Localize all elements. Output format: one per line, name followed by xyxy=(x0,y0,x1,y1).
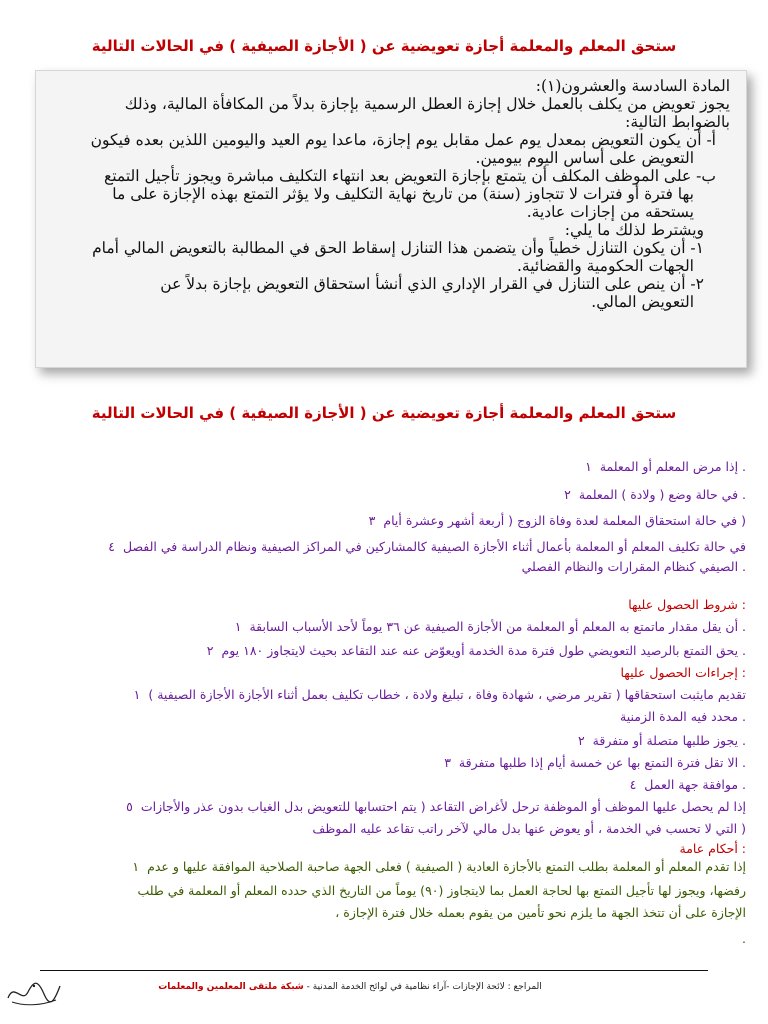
footer-refs: المراجع : لائحة الإجازات -آراء نظامية في لوائح الخدمة المدنية xyxy=(312,982,542,992)
page-title-second: ستحق المعلم والمعلمة أجازة تعويضية عن ( الأجازة الصيفية ) في الحالات التالية xyxy=(91,404,677,422)
footer-references xyxy=(0,982,700,992)
conditions-heading: : شروط الحصول عليها xyxy=(628,597,746,612)
case-item: ( في حالة استحقاق المعلمة لعدة وفاة الزوج ( أربعة أشهر وعشرة أيام ٣ xyxy=(368,513,746,528)
procedure-item: . الا تقل فترة التمتع بها عن خمسة أيام إذا طلبها متفرقة ٣ xyxy=(444,755,746,770)
signature-logo xyxy=(4,972,64,1012)
general-heading: : أحكام عامة xyxy=(679,841,746,856)
case-item: . إذا مرض المعلم أو المعلمة ١ xyxy=(585,459,746,474)
article-line: ويشترط لذلك ما يلي: xyxy=(564,221,704,239)
article-line: ١- أن يكون التنازل خطياً وأن يتضمن هذا التنازل إسقاط الحق في المطالبة بالتعويض المالي أمام xyxy=(92,239,704,257)
procedures-heading: : إجراءات الحصول عليها xyxy=(620,665,746,680)
article-line: التعويض على أساس اليوم بيومين. xyxy=(475,149,694,167)
article-line: بها فترة أو فترات لا تتجاوز (سنة) من تاريخ نهاية التكليف ولا يؤثر التمتع بهذه الإجازة على ما xyxy=(112,185,694,203)
general-line: . xyxy=(742,931,746,946)
footer-divider xyxy=(40,970,708,971)
page-title-top: ستحق المعلم والمعلمة أجازة تعويضية عن ( الأجازة الصيفية ) في الحالات التالية xyxy=(91,37,677,55)
general-line: الإجازة على أن تتخذ الجهة ما يلزم نحو تأمين من يقوم بعمله خلال فترة الإجازة ، xyxy=(335,905,746,920)
case-item-continued: . الصيفي كنظام المقرارات والنظام الفصلي xyxy=(521,559,746,574)
general-line: إذا تقدم المعلم أو المعلمة بطلب التمتع بالأجازة العادية ( الصيفية ) فعلى الجهة صاحبة الصلاحية الموافقة عليها و عدم ١ xyxy=(132,859,746,874)
footer-network: شبكة ملتقى المعلمين والمعلمات xyxy=(158,982,304,992)
article-line: ٢- أن ينص على التنازل في القرار الإداري الذي أنشأ استحقاق التعويض بإجازة بدلاً عن xyxy=(160,275,704,293)
article-line: الجهات الحكومية والقضائية. xyxy=(517,257,694,275)
article-line: يستحقه من إجازات عادية. xyxy=(526,203,694,221)
condition-item: . أن يقل مقدار ماتمتع به المعلم أو المعلمة من الأجازة الصيفية عن ٣٦ يوماً لأحد الأسباب السابقة ١ xyxy=(234,619,746,634)
article-line: أ- أن يكون التعويض بمعدل يوم عمل مقابل يوم إجازة، ماعدا يوم العيد واليومين اللذين بعده فيكون xyxy=(90,131,716,149)
article-heading: المادة السادسة والعشرون(١): xyxy=(535,77,730,95)
article-line: ب- على الموظف المكلف أن يتمتع بإجازة التعويض بعد انتهاء التكليف مباشرة ويجوز تأجيل التمتع xyxy=(103,167,716,185)
article-line: التعويض المالي. xyxy=(591,293,694,311)
condition-item: . يحق التمتع بالرصيد التعويضي طول فترة مدة الخدمة أويعوّض عنه عند التقاعد بحيث لايتجاوز ١٨٠ يوم ٢ xyxy=(206,643,746,658)
procedure-item-continued: ( التي لا تحسب في الخدمة ، أو يعوض عنها بدل مالي لآخر راتب تقاعد عليه الموظف xyxy=(312,821,746,836)
footer-dash: - xyxy=(306,982,310,992)
procedure-item: تقديم مايثبت استحقاقها ( تقرير مرضي ، شهادة وفاة ، تبليغ ولادة ، خطاب تكليف بعمل أثناء الأجازة الأجازة الصيفية ) ١ xyxy=(133,687,746,702)
article-line: يجوز تعويض من يكلف بالعمل خلال إجازة العطل الرسمية بإجازة بدلاً من المكافأة المالية، وذلك xyxy=(124,95,730,113)
article-line: بالضوابط التالية: xyxy=(625,113,730,131)
procedure-item: إذا لم يحصل عليها الموظف أو الموظفة ترحل لأغراض التقاعد ( يتم احتسابها للتعويض بدل الغياب بدون عذر والأجازات ٥ xyxy=(126,799,746,814)
procedure-item-continued: . محدد فيه المدة الزمنية xyxy=(620,709,746,724)
case-item: . في حالة وضع ( ولادة ) المعلمة ٢ xyxy=(564,487,746,502)
procedure-item: . موافقة جهة العمل ٤ xyxy=(629,777,746,792)
article-box xyxy=(35,70,747,368)
procedure-item: . يجوز طلبها متصلة أو متفرقة ٢ xyxy=(577,733,746,748)
general-line: رفضها، ويجوز لها تأجيل التمتع بها لحاجة العمل بما لايتجاوز (٩٠) يوماً من التاريخ الذي حدده المعلم أو المعلمة في طلب xyxy=(137,883,746,898)
case-item: في حالة تكليف المعلم أو المعلمة بأعمال أثناء الأجازة الصيفية كالمشاركين في المراكز الصيفية ونظام الدراسة في الفصل ٤ xyxy=(108,539,746,554)
